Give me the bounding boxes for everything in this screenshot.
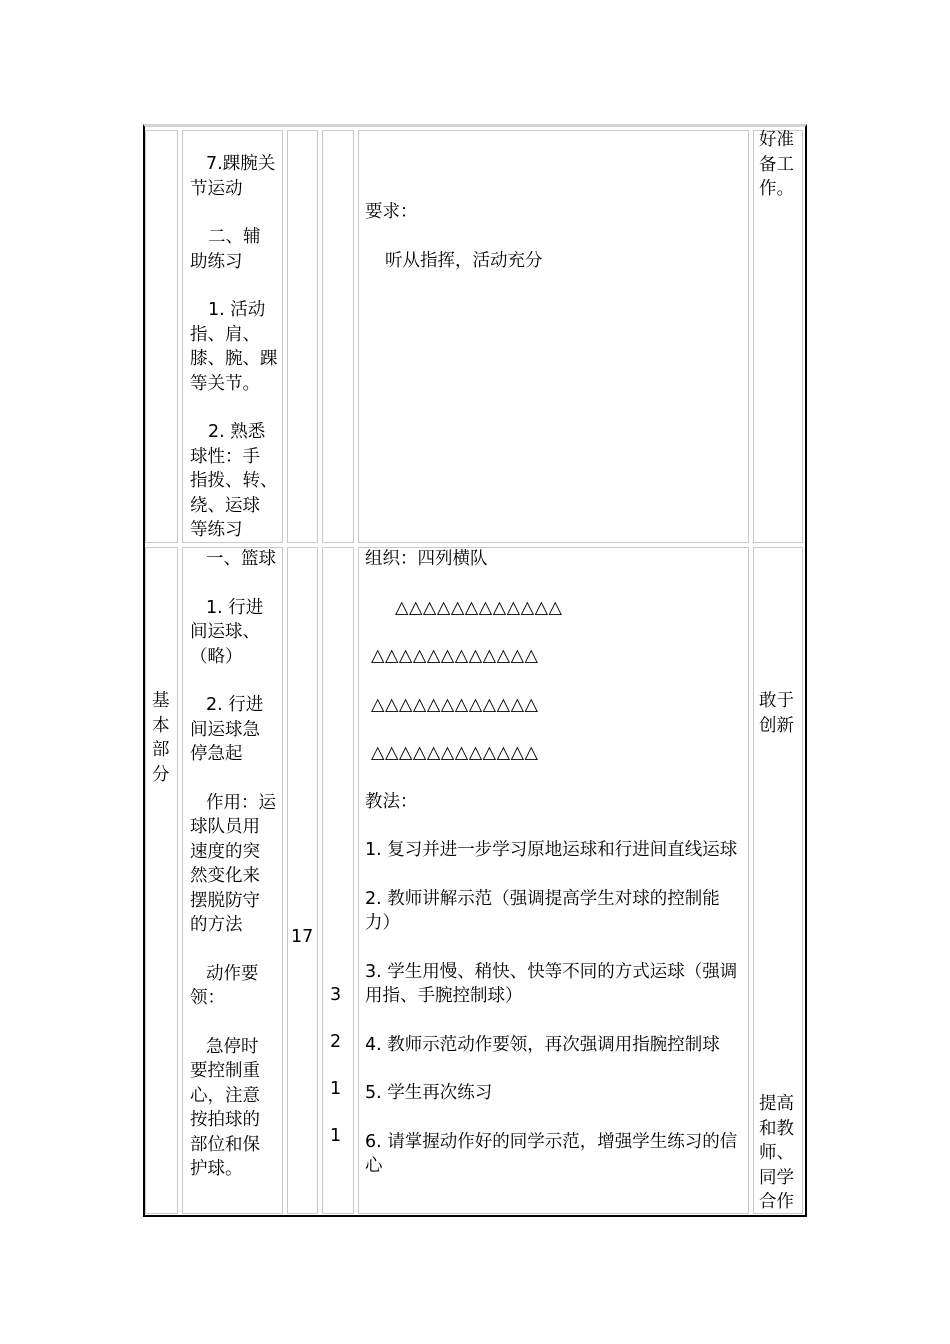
content-line: 停急起 — [190, 744, 243, 764]
content-line: 指拨、转、 — [190, 471, 278, 491]
content-line: 1. 行进 — [206, 597, 264, 618]
formation-row: △△△△△△△△△△△△ — [371, 646, 539, 666]
content-line: 按拍球的 — [190, 1110, 260, 1130]
content-line: 急停时 — [206, 1036, 259, 1057]
content-line: 7.踝腕关 — [206, 154, 276, 174]
method-text — [365, 547, 745, 1179]
teaching-step: 6. 请掌握动作好的同学示范，增强学生练习的信心 — [365, 1131, 738, 1176]
goal-line: 敢于 — [759, 691, 794, 711]
top-method-text — [365, 200, 745, 273]
count-value: 1 — [330, 1079, 342, 1099]
lesson-plan-table — [143, 124, 807, 1217]
top-time-cell — [287, 130, 318, 543]
count-value: 2 — [330, 1032, 342, 1052]
requirement-text: 听从指挥，活动充分 — [385, 250, 543, 271]
organization-label: 组织：四列横队 — [365, 549, 488, 569]
content-line: 间运球、 — [190, 622, 260, 642]
content-line: 等练习 — [190, 520, 243, 540]
content-line: 等关节。 — [190, 373, 260, 394]
count-value: 3 — [330, 985, 342, 1005]
content-line: 作用：运 — [206, 792, 276, 813]
content-line: 二、辅 — [208, 227, 261, 247]
goal-line: 提高 — [759, 1094, 794, 1114]
content-line: 膝、腕、踝 — [190, 349, 278, 369]
time-cell — [287, 547, 318, 1214]
content-line: 球队员用 — [190, 817, 260, 837]
content-text — [190, 547, 282, 1182]
goal-line: 和教 — [759, 1118, 794, 1139]
formation-row: △△△△△△△△△△△△ — [371, 743, 539, 763]
teaching-step: 4. 教师示范动作要领，再次强调用指腕控制球 — [365, 1034, 720, 1055]
teaching-step: 5. 学生再次练习 — [365, 1083, 493, 1103]
content-line: 指、肩、 — [190, 324, 260, 345]
goal-text-2 — [759, 1092, 803, 1215]
content-line: 护球。 — [190, 1159, 243, 1179]
teaching-step: 2. 教师讲解示范（强调提高学生对球的控制能力） — [365, 888, 720, 933]
requirement-label: 要求： — [365, 202, 418, 222]
goal-line: 同学 — [759, 1167, 794, 1188]
part-char: 本 — [152, 715, 170, 736]
content-line: 然变化来 — [190, 866, 260, 886]
part-char: 基 — [152, 691, 170, 711]
top-count-cell — [322, 130, 354, 543]
goal-line: 作。 — [759, 179, 794, 199]
content-line: 要控制重 — [190, 1061, 260, 1081]
content-line: 2. 熟悉 — [208, 422, 266, 442]
content-line: （略） — [190, 646, 243, 667]
goal-text-1 — [759, 689, 803, 738]
content-line: 间运球急 — [190, 719, 260, 740]
content-line: 球性：手 — [190, 446, 260, 467]
content-line: 动作要 — [206, 963, 259, 984]
part-cell — [145, 547, 178, 1214]
goal-line: 合作 — [759, 1192, 794, 1212]
content-line: 绕、运球 — [190, 495, 260, 516]
teaching-step: 3. 学生用慢、稍快、快等不同的方式运球（强调用指、手腕控制球） — [365, 961, 738, 1006]
content-line: 助练习 — [190, 251, 243, 272]
goal-line: 好准 — [759, 130, 794, 150]
content-line: 部位和保 — [190, 1134, 260, 1155]
content-line: 1. 活动 — [208, 300, 266, 320]
content-line: 心，注意 — [190, 1085, 260, 1106]
content-line: 的方法 — [190, 915, 243, 935]
top-goal-text — [759, 128, 803, 202]
content-line: 一、篮球 — [206, 549, 276, 569]
teaching-label: 教法： — [365, 791, 418, 812]
goal-line: 备工 — [759, 154, 794, 175]
teaching-step: 1. 复习并进一步学习原地运球和行进间直线运球 — [365, 840, 738, 860]
content-line: 摆脱防守 — [190, 890, 260, 911]
goal-line: 创新 — [759, 715, 794, 736]
formation-row: △△△△△△△△△△△△ — [371, 694, 539, 715]
time-value: 17 — [291, 927, 314, 947]
count-values — [330, 972, 350, 1160]
content-line: 2. 行进 — [206, 695, 264, 715]
content-line: 速度的突 — [190, 841, 260, 862]
part-label — [152, 689, 174, 787]
top-part-cell — [145, 130, 178, 543]
part-char: 部 — [152, 740, 170, 760]
count-value: 1 — [330, 1126, 342, 1146]
top-method-cell — [358, 130, 749, 543]
content-line: 节运动 — [190, 178, 243, 199]
top-content-text — [190, 152, 282, 543]
formation-row: △△△△△△△△△△△△ — [395, 597, 563, 618]
part-char: 分 — [152, 764, 170, 785]
goal-line: 师、 — [759, 1143, 794, 1163]
content-line: 领： — [190, 988, 225, 1008]
